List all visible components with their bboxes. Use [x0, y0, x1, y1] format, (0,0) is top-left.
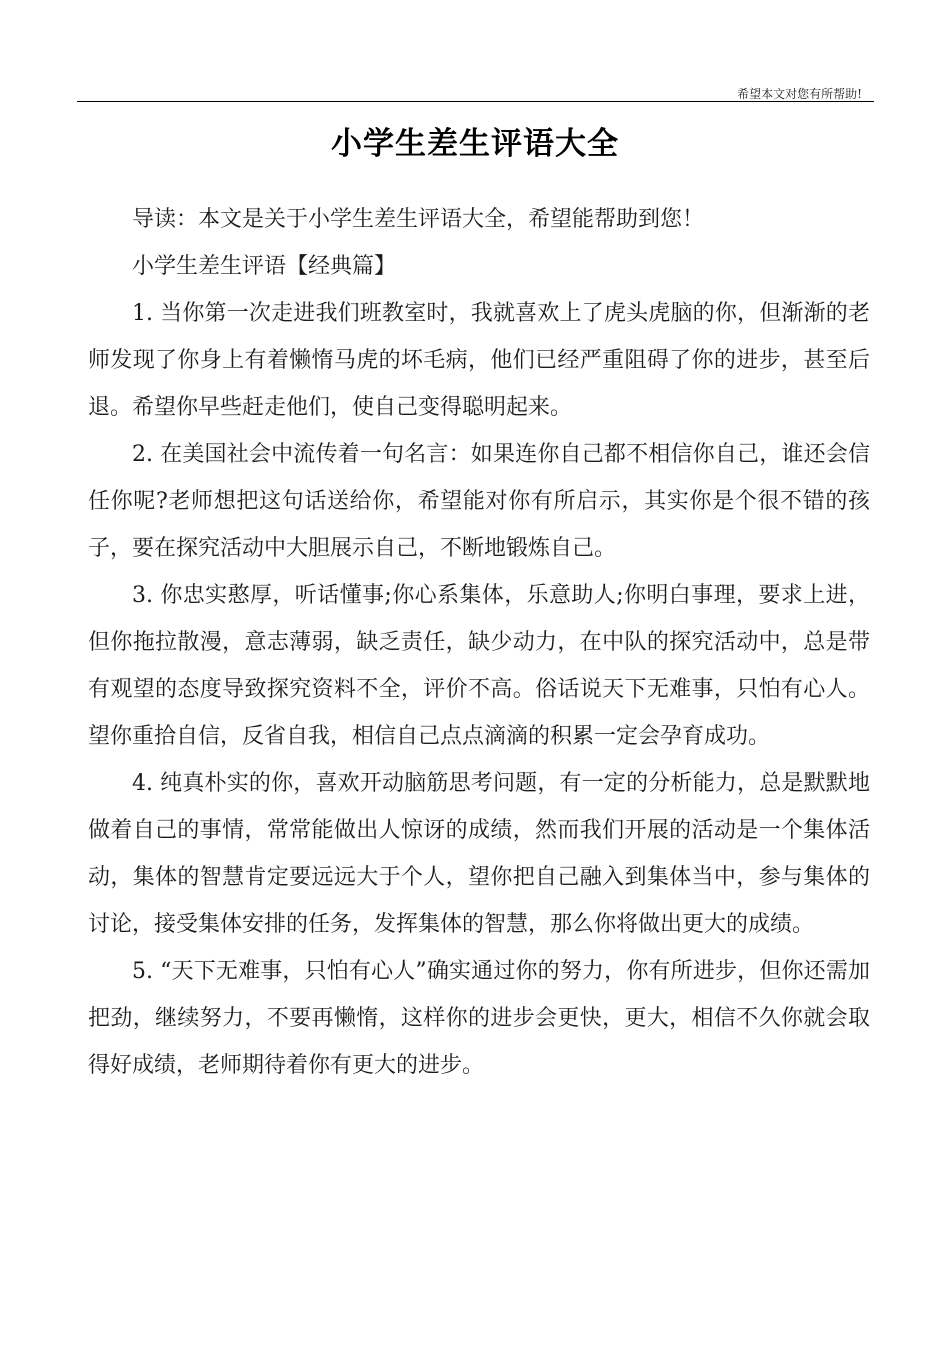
comment-paragraph-4: 4. 纯真朴实的你，喜欢开动脑筋思考问题，有一定的分析能力，总是默默地做着自己的事情，常常能做出人惊讶的成绩，然而我们开展的活动是一个集体活动，集体的智慧肯定要远远大于个人，望你把自己融入到集体当中，参与集体的讨论，接受集体安排的任务，发挥集体的智慧，那么你将做出更大的成绩。 [88, 771, 870, 937]
section-heading: 小学生差生评语【经典篇】 [132, 254, 397, 279]
document-title: 小学生差生评语大全 [331, 126, 619, 162]
comment-paragraph-5: 5. “天下无难事，只怕有心人”确实通过你的努力，你有所进步，但你还需加把劲，继续努力，不要再懒惰，这样你的进步会更快，更大，相信不久你就会取得好成绩，老师期待着你有更大的进步。 [88, 959, 870, 1078]
comment-paragraph-2: 2. 在美国社会中流传着一句名言：如果连你自己都不相信你自己，谁还会信任你呢?老师想把这句话送给你，希望能对你有所启示，其实你是个很不错的孩子，要在探究活动中大胆展示自己，不断地锻炼自己。 [88, 442, 870, 561]
document-body [88, 196, 870, 1089]
comment-paragraph-3: 3. 你忠实憨厚，听话懂事;你心系集体，乐意助人;你明白事理，要求上进，但你拖拉散漫，意志薄弱，缺乏责任，缺少动力，在中队的探究活动中，总是带有观望的态度导致探究资料不全，评价不高。俗话说天下无难事，只怕有心人。望你重拾自信，反省自我，相信自己点点滴滴的积累一定会孕育成功。 [88, 583, 870, 749]
header-divider [77, 101, 874, 102]
intro-paragraph: 导读：本文是关于小学生差生评语大全，希望能帮助到您！ [132, 207, 705, 232]
header-note: 希望本文对您有所帮助! [737, 87, 862, 101]
comment-paragraph-1: 1. 当你第一次走进我们班教室时，我就喜欢上了虎头虎脑的你，但渐渐的老师发现了你身上有着懒惰马虎的坏毛病，他们已经严重阻碍了你的进步，甚至后退。希望你早些赶走他们，使自己变得聪明起来。 [88, 301, 870, 420]
